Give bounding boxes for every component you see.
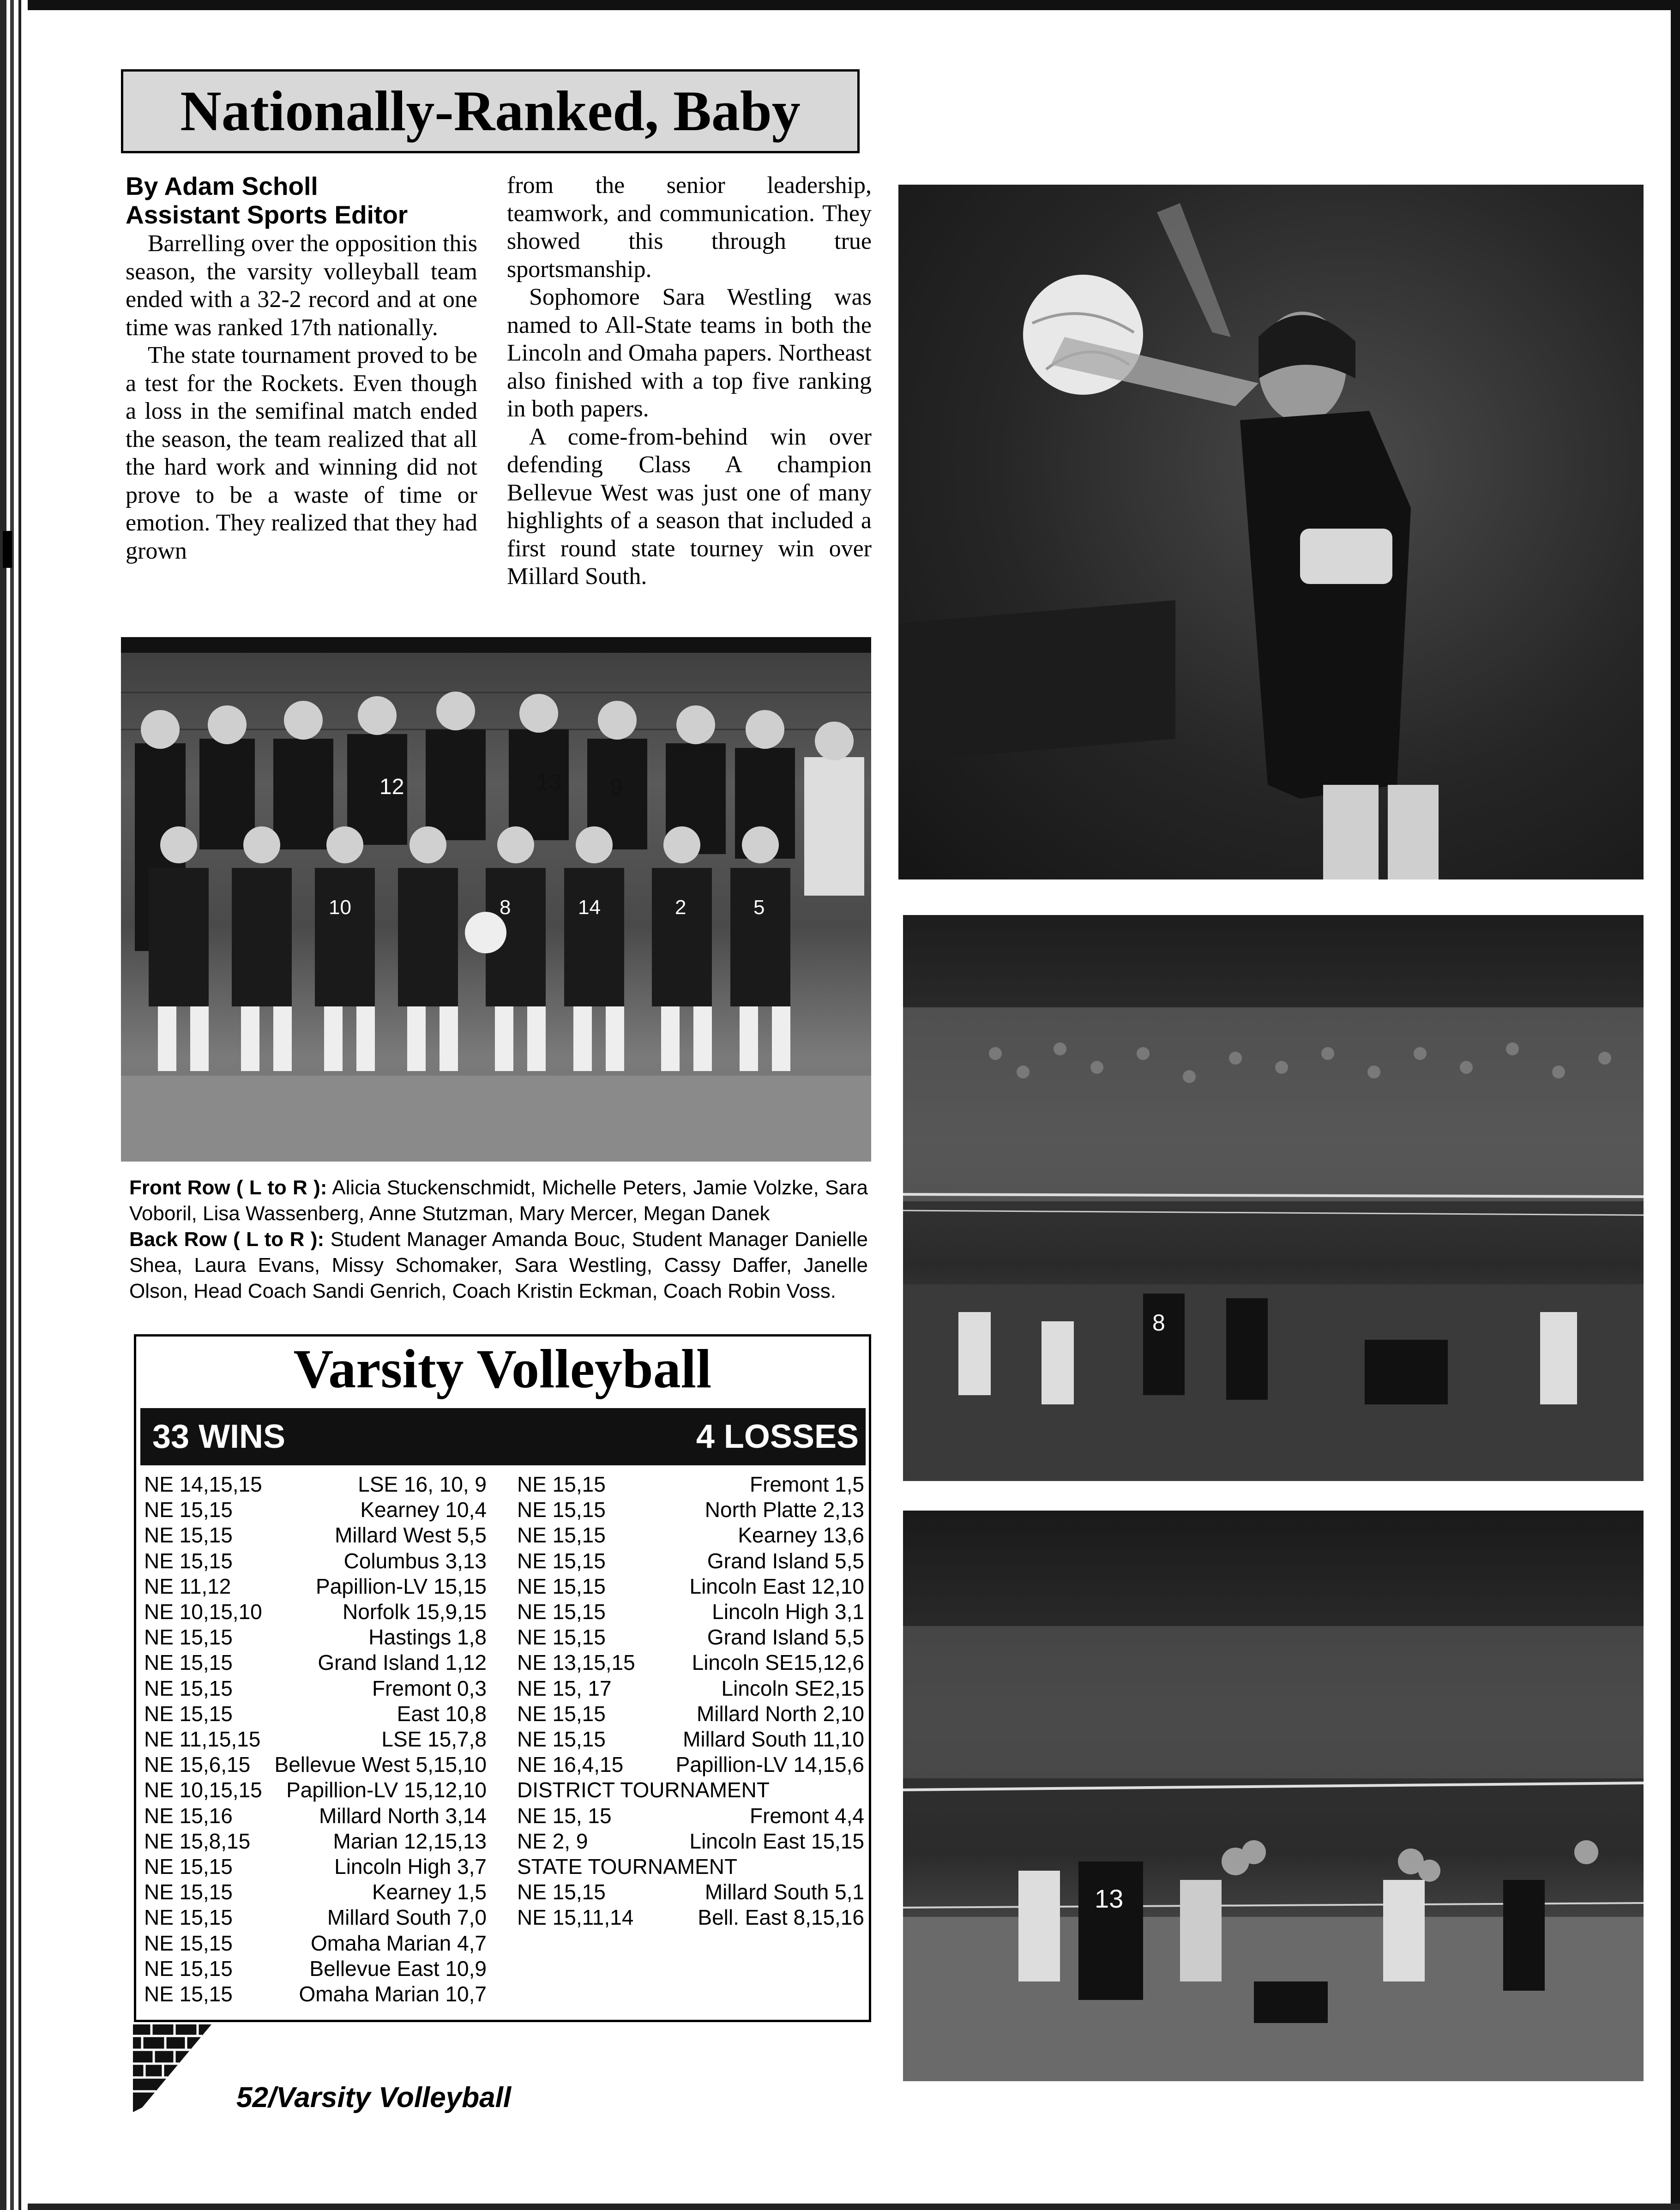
ne-score: NE 15,15 bbox=[144, 1650, 233, 1675]
ne-score: NE 15,15 bbox=[144, 1498, 233, 1522]
opponent-score: Kearney 1,5 bbox=[372, 1880, 487, 1904]
score-row bbox=[144, 1727, 487, 1752]
opponent-score: Grand Island 1,12 bbox=[318, 1650, 487, 1675]
ne-score: NE 11,15,15 bbox=[144, 1727, 261, 1751]
opponent-score: Millard West 5,5 bbox=[335, 1523, 487, 1548]
score-row bbox=[517, 1905, 864, 1930]
opponent-score: Millard South 7,0 bbox=[327, 1905, 487, 1930]
ne-score: NE 15,15 bbox=[144, 1625, 233, 1650]
score-row bbox=[144, 1497, 487, 1523]
score-row bbox=[144, 1676, 487, 1701]
binding-mark bbox=[3, 531, 12, 568]
score-row bbox=[144, 1752, 487, 1777]
article-column-2 bbox=[507, 172, 872, 591]
score-row bbox=[144, 1981, 487, 2007]
ne-score: NE 13,15,15 bbox=[517, 1650, 635, 1675]
ne-score: NE 15,15 bbox=[144, 1905, 233, 1930]
opponent-score: Papillion-LV 14,15,6 bbox=[675, 1752, 864, 1777]
ne-score: NE 15,8,15 bbox=[144, 1829, 251, 1853]
ne-score: NE 10,15,15 bbox=[144, 1778, 262, 1802]
opponent-score: Bellevue West 5,15,10 bbox=[274, 1752, 487, 1777]
article-paragraph: The state tournament proved to be a test for the Rockets. Even though a loss in the semifinal match ended the season, the team realized that all the hard work and winning did not prove to be a waste of time or emotion. They realized that they had grown bbox=[126, 342, 477, 564]
ne-score: NE 15,6,15 bbox=[144, 1752, 251, 1777]
article-paragraph: A come-from-behind win over defending Class A champion Bellevue West was just one of many highlights of a season that included a first round state tourney win over Millard South. bbox=[507, 423, 872, 590]
ne-score: NE 15,15 bbox=[517, 1625, 606, 1650]
caption-back-names: Student Manager Amanda Bouc, Student Manager Danielle Shea, Laura Evans, Missy Schomaker, Sara Westling, Cassy Daffer, Janelle Olson, Head Coach Sandi Genrich, Coach Kristin Eckman, Coach Robin Voss. bbox=[129, 1228, 868, 1302]
score-row bbox=[144, 1625, 487, 1650]
tournament-heading bbox=[517, 1854, 864, 1879]
opponent-score: Fremont 1,5 bbox=[750, 1472, 864, 1496]
ne-score: NE 15,15 bbox=[144, 1880, 233, 1904]
wins-count: 33 WINS bbox=[152, 1418, 286, 1455]
article-paragraph: from the senior leadership, teamwork, and communication. They showed this through true sportsmanship. bbox=[507, 172, 872, 283]
score-row bbox=[144, 1472, 487, 1497]
opponent-score: Papillion-LV 15,12,10 bbox=[286, 1778, 487, 1802]
bottom-border bbox=[28, 2204, 1680, 2210]
byline-role: Assistant Sports Editor bbox=[126, 200, 408, 229]
ne-score: NE 15,11,14 bbox=[517, 1905, 634, 1930]
score-row bbox=[517, 1472, 864, 1497]
opponent-score: East 10,8 bbox=[397, 1701, 487, 1726]
opponent-score: Bellevue East 10,9 bbox=[309, 1956, 487, 1981]
score-row bbox=[517, 1574, 864, 1599]
byline-author: By Adam Scholl bbox=[126, 172, 318, 200]
score-row bbox=[517, 1752, 864, 1777]
match1-photo-illustration bbox=[903, 915, 1644, 1481]
ne-score: NE 14,15,15 bbox=[144, 1472, 262, 1496]
ne-score: NE 15,15 bbox=[517, 1574, 606, 1598]
caption-front-label: Front Row ( L to R ): bbox=[129, 1176, 327, 1199]
photo-team-portrait bbox=[121, 637, 871, 1162]
score-row bbox=[144, 1854, 487, 1879]
tournament-label: STATE TOURNAMENT bbox=[517, 1855, 738, 1879]
ne-score: NE 15,15 bbox=[144, 1701, 233, 1726]
score-row bbox=[144, 1879, 487, 1905]
ne-score: NE 15,15 bbox=[517, 1600, 606, 1624]
score-row bbox=[517, 1829, 864, 1854]
article-column-1 bbox=[126, 230, 477, 565]
ne-score: NE 11,12 bbox=[144, 1574, 231, 1598]
brick-wall-icon bbox=[128, 2024, 211, 2112]
opponent-score: Millard South 11,10 bbox=[683, 1727, 864, 1751]
page-footer: 52/Varsity Volleyball bbox=[236, 2082, 512, 2114]
opponent-score: Kearney 13,6 bbox=[738, 1523, 864, 1548]
score-row bbox=[144, 1931, 487, 1956]
opponent-score: North Platte 2,13 bbox=[705, 1498, 864, 1522]
ne-score: NE 15,15 bbox=[517, 1498, 606, 1522]
team-photo-illustration bbox=[121, 637, 871, 1162]
opponent-score: Kearney 10,4 bbox=[360, 1498, 487, 1522]
opponent-score: Columbus 3,13 bbox=[343, 1548, 487, 1573]
jersey-number: 14 bbox=[578, 896, 601, 919]
ne-score: NE 15,15 bbox=[517, 1727, 606, 1751]
losses-count: 4 LOSSES bbox=[696, 1418, 859, 1455]
ne-score: NE 15,15 bbox=[517, 1548, 606, 1573]
caption-back-label: Back Row ( L to R ): bbox=[129, 1228, 325, 1251]
caption-front-names: Alicia Stuckenschmidt, Michelle Peters, Jamie Volzke, Sara Voboril, Lisa Wassenberg, Anne Stutzman, Mary Mercer, Megan Danek bbox=[129, 1176, 868, 1225]
score-row bbox=[144, 1803, 487, 1829]
ne-score: NE 15,15 bbox=[517, 1472, 606, 1496]
jersey-number: 12 bbox=[379, 775, 404, 799]
tournament-heading bbox=[517, 1777, 864, 1803]
jersey-number: 5 bbox=[753, 896, 765, 919]
article-paragraph: Barrelling over the opposition this season, the varsity volleyball team ended with a 32-2 record and at one time was ranked 17th nationally. bbox=[126, 230, 477, 341]
opponent-score: Omaha Marian 4,7 bbox=[311, 1931, 487, 1955]
ne-score: NE 16,4,15 bbox=[517, 1752, 624, 1777]
opponent-score: Millard North 2,10 bbox=[696, 1701, 864, 1726]
score-row bbox=[517, 1676, 864, 1701]
score-row bbox=[144, 1599, 487, 1625]
serve-photo-illustration bbox=[898, 185, 1644, 879]
score-row bbox=[144, 1650, 487, 1675]
opponent-score: Lincoln SE2,15 bbox=[721, 1676, 864, 1700]
opponent-score: Lincoln High 3,7 bbox=[334, 1855, 487, 1879]
opponent-score: Lincoln High 3,1 bbox=[712, 1600, 864, 1624]
jersey-number: 10 bbox=[329, 896, 351, 919]
opponent-score: Millard North 3,14 bbox=[319, 1803, 487, 1828]
opponent-score: Bell. East 8,15,16 bbox=[698, 1905, 864, 1930]
score-row bbox=[144, 1829, 487, 1854]
score-row bbox=[517, 1650, 864, 1675]
volleyball-net bbox=[903, 1783, 1644, 1790]
binding-edge bbox=[0, 0, 28, 2210]
scores-title: Varsity Volleyball bbox=[293, 1338, 712, 1399]
photo-caption bbox=[129, 1175, 868, 1304]
jersey-number: 2 bbox=[675, 896, 686, 919]
opponent-score: Hastings 1,8 bbox=[368, 1625, 487, 1650]
ne-score: NE 15,15 bbox=[144, 1956, 233, 1981]
ne-score: NE 15,15 bbox=[517, 1523, 606, 1548]
score-row bbox=[517, 1523, 864, 1548]
opponent-score: Fremont 4,4 bbox=[750, 1803, 864, 1828]
opponent-score: Omaha Marian 10,7 bbox=[299, 1982, 487, 2006]
jersey-number: 13 bbox=[536, 770, 561, 795]
ne-score: NE 15,15 bbox=[144, 1676, 233, 1700]
score-row bbox=[144, 1574, 487, 1599]
ne-score: NE 2, 9 bbox=[517, 1829, 588, 1853]
score-row bbox=[517, 1803, 864, 1829]
opponent-score: LSE 16, 10, 9 bbox=[358, 1472, 487, 1496]
score-row bbox=[144, 1548, 487, 1574]
ne-score: NE 15,15 bbox=[517, 1701, 606, 1726]
jersey-number: 9 bbox=[610, 775, 623, 799]
score-row bbox=[517, 1548, 864, 1574]
opponent-score: Grand Island 5,5 bbox=[707, 1548, 864, 1573]
score-row bbox=[144, 1905, 487, 1930]
score-row bbox=[517, 1625, 864, 1650]
ne-score: NE 10,15,10 bbox=[144, 1600, 262, 1624]
ne-score: NE 15,15 bbox=[144, 1523, 233, 1548]
top-border bbox=[28, 0, 1680, 10]
right-border bbox=[1671, 0, 1680, 2210]
score-row bbox=[144, 1523, 487, 1548]
opponent-score: Lincoln East 15,15 bbox=[689, 1829, 864, 1853]
match2-photo-illustration bbox=[903, 1511, 1644, 2081]
opponent-score: Lincoln SE15,12,6 bbox=[692, 1650, 864, 1675]
jersey-number: 8 bbox=[500, 896, 511, 919]
score-row bbox=[517, 1599, 864, 1625]
opponent-score: Grand Island 5,5 bbox=[707, 1625, 864, 1650]
score-row bbox=[144, 1777, 487, 1803]
jersey-number: 13 bbox=[1095, 1884, 1124, 1913]
ne-score: NE 15,16 bbox=[144, 1803, 233, 1828]
opponent-score: LSE 15,7,8 bbox=[381, 1727, 487, 1751]
opponent-score: Fremont 0,3 bbox=[372, 1676, 487, 1700]
opponent-score: Papillion-LV 15,15 bbox=[316, 1574, 487, 1598]
ne-score: NE 15,15 bbox=[144, 1855, 233, 1879]
opponent-score: Millard South 5,1 bbox=[705, 1880, 864, 1904]
article-paragraph: Sophomore Sara Westling was named to All-State teams in both the Lincoln and Omaha papers. Northeast also finished with a top five ranking in both papers. bbox=[507, 284, 872, 422]
score-row bbox=[144, 1956, 487, 1981]
score-row bbox=[517, 1727, 864, 1752]
ne-score: NE 15, 15 bbox=[517, 1803, 612, 1828]
tournament-label: DISTRICT TOURNAMENT bbox=[517, 1778, 770, 1802]
opponent-score: Marian 12,15,13 bbox=[333, 1829, 487, 1853]
photo-match-crowd-2 bbox=[903, 1511, 1644, 2081]
page-title: Nationally-Ranked, Baby bbox=[180, 79, 801, 143]
ne-score: NE 15,15 bbox=[144, 1982, 233, 2006]
opponent-score: Lincoln East 12,10 bbox=[689, 1574, 864, 1598]
score-row bbox=[517, 1701, 864, 1727]
jersey-number: 8 bbox=[1152, 1310, 1165, 1336]
photo-match-crowd-1 bbox=[903, 915, 1644, 1481]
photo-player-serving bbox=[898, 185, 1644, 879]
score-row bbox=[517, 1497, 864, 1523]
score-row bbox=[144, 1701, 487, 1727]
ne-score: NE 15, 17 bbox=[517, 1676, 612, 1700]
ne-score: NE 15,15 bbox=[517, 1880, 606, 1904]
ne-score: NE 15,15 bbox=[144, 1548, 233, 1573]
score-row bbox=[517, 1879, 864, 1905]
opponent-score: Norfolk 15,9,15 bbox=[343, 1600, 487, 1624]
ne-score: NE 15,15 bbox=[144, 1931, 233, 1955]
